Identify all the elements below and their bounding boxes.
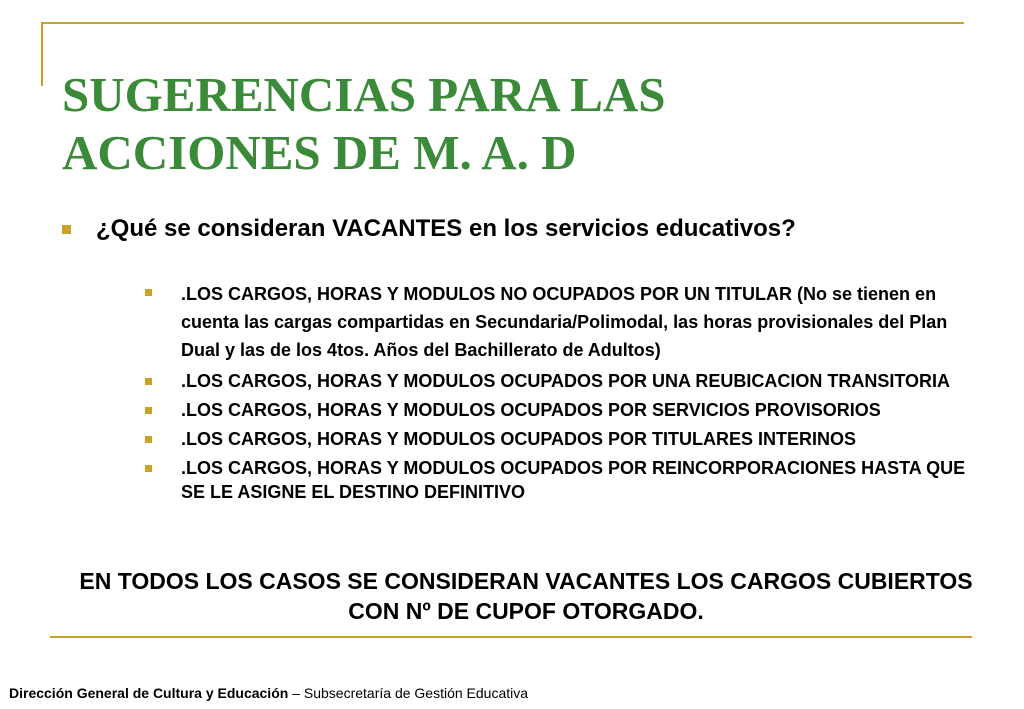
list-item-text: .LOS CARGOS, HORAS Y MODULOS OCUPADOS POR SERVICIOS PROVISORIOS	[181, 400, 881, 420]
list-item-text: .LOS CARGOS, HORAS Y MODULOS OCUPADOS POR UNA REUBICACION TRANSITORIA	[181, 371, 951, 391]
top-divider-line	[41, 22, 964, 24]
footer	[9, 684, 528, 702]
main-question-text: ¿Qué se consideran VACANTES en los servicios educativos?	[96, 215, 796, 242]
bottom-divider-line	[50, 636, 972, 638]
slide-title	[62, 66, 962, 182]
slide-title-line-2: ACCIONES DE M. A. D	[62, 125, 577, 180]
main-question-item	[62, 214, 1002, 244]
list-item-text: .LOS CARGOS, HORAS Y MODULOS NO OCUPADOS POR UN TITULAR (No se tienen en cuenta las cargas compartidas en Secundaria/Polimodal, las horas provisionales del Plan Dual y las de los 4tos. Años del Bachillerato de Adultos)	[181, 284, 948, 360]
square-bullet-icon	[145, 465, 152, 472]
square-bullet-icon	[62, 225, 71, 234]
list-item-text: .LOS CARGOS, HORAS Y MODULOS OCUPADOS POR REINCORPORACIONES HASTA QUE SE LE ASIGNE EL DESTINO DEFINITIVO	[181, 458, 966, 502]
footer-department: Subsecretaría de Gestión Educativa	[303, 685, 529, 701]
left-accent-line	[41, 22, 43, 86]
list-item	[145, 280, 985, 364]
footer-separator: –	[288, 685, 304, 701]
list-item	[145, 369, 985, 393]
list-item	[145, 427, 985, 451]
slide-title-line-1: SUGERENCIAS PARA LAS	[62, 67, 666, 122]
list-item-text: .LOS CARGOS, HORAS Y MODULOS OCUPADOS POR TITULARES INTERINOS	[181, 429, 857, 449]
square-bullet-icon	[145, 289, 152, 296]
square-bullet-icon	[145, 378, 152, 385]
footer-organization: Dirección General de Cultura y Educación	[9, 685, 289, 701]
square-bullet-icon	[145, 436, 152, 443]
conclusion-statement: EN TODOS LOS CASOS SE CONSIDERAN VACANTES LOS CARGOS CUBIERTOS CON Nº DE CUPOF OTORGADO.	[79, 568, 973, 624]
vacancy-criteria-list	[145, 280, 985, 509]
square-bullet-icon	[145, 407, 152, 414]
list-item	[145, 456, 985, 504]
list-item	[145, 398, 985, 422]
